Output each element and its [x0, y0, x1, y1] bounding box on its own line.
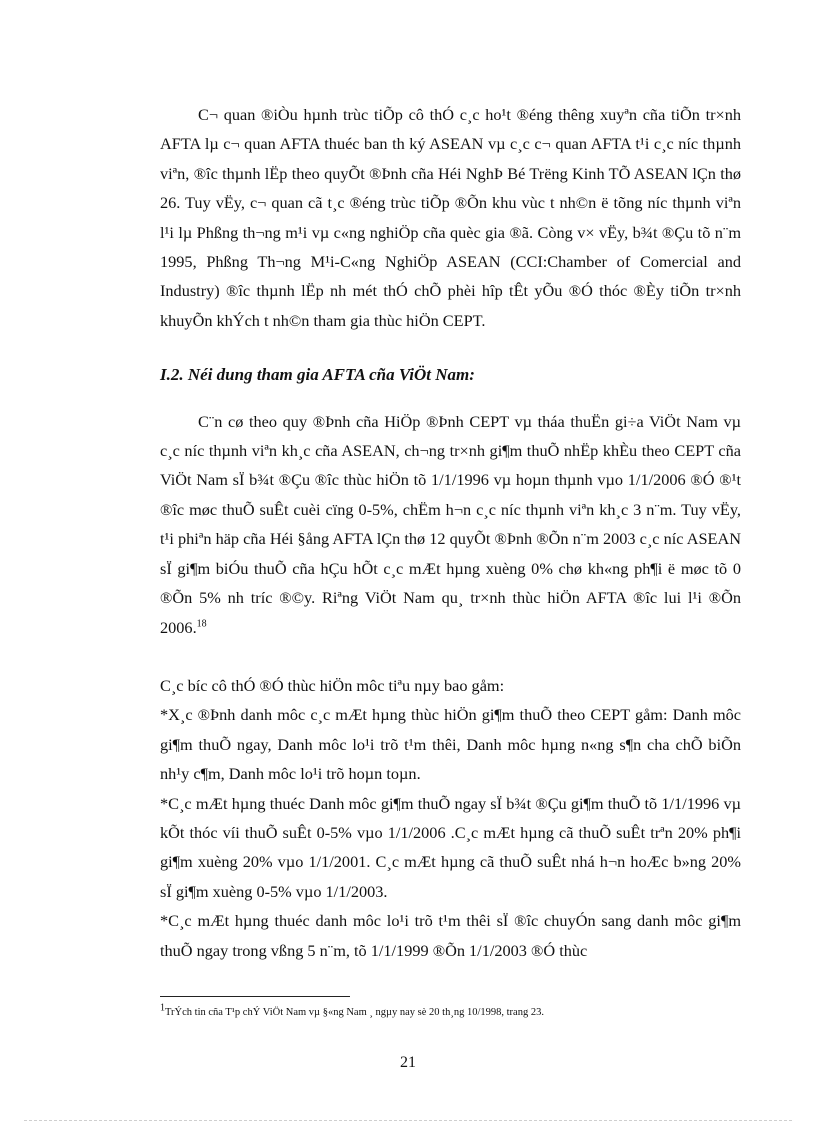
footnote [160, 1002, 760, 1019]
section-heading: I.2. Néi dung tham gia AFTA cña ViÖt Nam: [160, 365, 475, 385]
paragraph-text: C¨n cø theo quy ®Þnh cña HiÖp ®Þnh CEPT vµ tháa thuËn gi÷a ViÖt Nam vµ c¸c níc thµnh viªn kh¸c cña ASEAN, ch¬ng tr×nh gi¶m thuÕ nhËp khÈu theo CEPT cña ViÖt Nam sÏ b¾t ®Çu ®îc thùc hiÖn tõ 1/1/1996 vµ hoµn thµnh vµo 1/1/2006 ®Ó ®¹t ®îc møc thuÕ suÊt cuèi cïng 0-5%, chËm h¬n c¸c níc thµnh viªn kh¸c 3 n¨m. Tuy vËy, t¹i phiªn häp cña Héi §ång AFTA lÇn thø 12 quyÕt ®Þnh ®Õn n¨m 2003 c¸c níc ASEAN sÏ gi¶m biÓu thuÕ cña hÇu hÕt c¸c mÆt hµng xuèng 0% chø kh«ng ph¶i ë møc tõ 0 ®Õn 5% nh tríc ®©y. Riªng ViÖt Nam qu¸ tr×nh thùc hiÖn AFTA ®îc lui l¹i ®Õn 2006. [160, 411, 741, 637]
paragraph: C¬ quan ®iÒu hµnh trùc tiÕp cô thÓ c¸c ho¹t ®éng thêng xuyªn cña tiÕn tr×nh AFTA lµ c¬ quan AFTA thuéc ban th ký ASEAN vµ c¸c c¬ quan AFTA t¹i c¸c níc thµnh viªn, ®îc thµnh lËp theo quyÕt ®Þnh cña Héi NghÞ Bé Trëng Kinh TÕ ASEAN lÇn thø 26. Tuy vËy, c¬ quan cã t¸c ®éng trùc tiÕp ®Õn khu vùc t nh©n ë tõng níc thµnh viªn l¹i lµ Phßng th¬ng m¹i vµ c«ng nghiÖp cña quèc gia ®ã. Còng v× vËy, b¾t ®Çu tõ n¨m 1995, Phßng Th¬ng M¹i-C«ng NghiÖp ASEAN (CCI:Chamber of Comercial and Industry) ®îc thµnh lËp nh mét thÓ chÕ phèi hîp tÊt yÕu ®Ó thóc ®Èy tiÕn tr×nh khuyÕn khÝch t nh©n tham gia thùc hiÖn CEPT. [160, 105, 741, 330]
paragraph [160, 407, 741, 642]
page-break-line [24, 1120, 792, 1121]
bullet-item: *X¸c ®Þnh danh môc c¸c mÆt hµng thùc hiÖn gi¶m thuÕ theo CEPT gåm: Danh môc gi¶m thuÕ ngay, Danh môc lo¹i trõ t¹m thêi, Danh môc hµng n«ng s¶n cha chÕ biÕn nh¹y c¶m, Danh môc lo¹i trõ hoµn toµn. [160, 705, 741, 784]
body-text [160, 100, 741, 965]
footnote-text: TrÝch tin cña T¹p chÝ ViÖt Nam vµ §«ng Nam ¸ ngµy nay sè 20 th¸ng 10/1998, trang 23. [165, 1007, 544, 1018]
intro-line: C¸c bíc cô thÓ ®Ó thùc hiÖn môc tiªu nµy bao gåm: [160, 675, 505, 695]
footnote-divider [160, 996, 350, 997]
footnote-reference[interactable]: 18 [196, 618, 207, 630]
bullet-item: *C¸c mÆt hµng thuéc Danh môc gi¶m thuÕ ngay sÏ b¾t ®Çu gi¶m thuÕ tõ 1/1/1996 vµ kÕt thóc víi thuÕ suÊt 0-5% vµo 1/1/2006 .C¸c mÆt hµng cã thuÕ suÊt trªn 20% ph¶i gi¶m xuèng 20% vµo 1/1/2001. C¸c mÆt hµng cã thuÕ suÊt nhá h¬n hoÆc b»ng 20% sÏ gi¶m xuèng 0-5% vµo 1/1/2003. [160, 793, 741, 901]
page-number: 21 [400, 1054, 416, 1071]
footnote-number: 1 [160, 1002, 165, 1014]
bullet-item: *C¸c mÆt hµng thuéc danh môc lo¹i trõ t¹m thêi sÏ ®îc chuyÓn sang danh môc gi¶m thuÕ ngay trong vßng 5 n¨m, tõ 1/1/1999 ®Õn 1/1/2003 ®Ó thùc [160, 911, 741, 960]
